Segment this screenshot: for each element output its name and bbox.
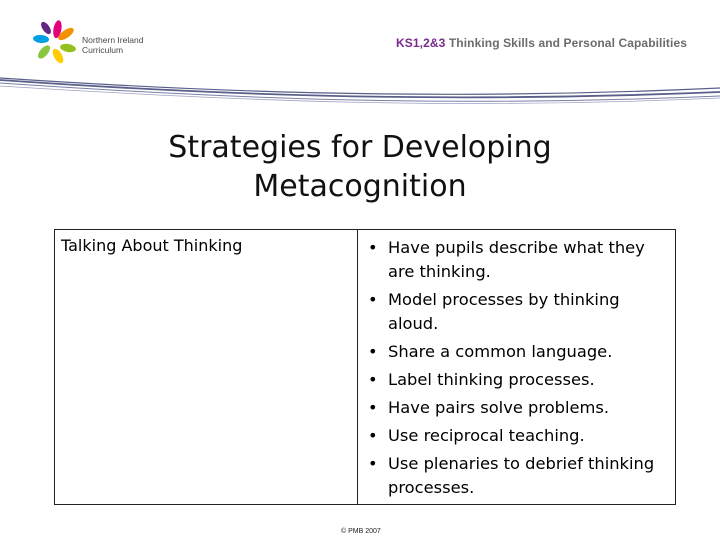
list-item: • Share a common language.	[366, 340, 671, 364]
logo-line-2: Curriculum	[82, 45, 124, 55]
header-title-rest: Thinking Skills and Personal Capabilities	[445, 36, 687, 50]
list-item: • Model processes by thinking aloud.	[366, 288, 671, 336]
slide-title	[0, 128, 720, 206]
decorative-swoosh	[0, 68, 720, 112]
logo-line-1: Northern Ireland	[82, 35, 144, 45]
left-heading: Talking About Thinking	[55, 230, 358, 505]
bullet-cell	[358, 230, 676, 505]
slide-title-line-1: Strategies for Developing	[168, 130, 552, 165]
northern-ireland-curriculum-logo	[30, 18, 150, 68]
logo-wordmark	[82, 35, 143, 55]
list-item: • Have pairs solve problems.	[366, 396, 671, 420]
header-title-accent: KS1,2&3	[396, 36, 446, 50]
list-item: • Label thinking processes.	[366, 368, 671, 392]
table-row	[55, 230, 676, 505]
footer-copyright: © PMB 2007	[341, 528, 381, 535]
list-item: • Use plenaries to debrief thinking processes.	[366, 452, 671, 500]
bullet-list	[366, 236, 671, 500]
header-title	[396, 36, 687, 50]
list-item: • Use reciprocal teaching.	[366, 424, 671, 448]
slide-title-line-2: Metacognition	[253, 169, 467, 204]
flower-logo-icon	[30, 18, 80, 68]
list-item: • Have pupils describe what they are thinking.	[366, 236, 671, 284]
content-table	[54, 229, 676, 505]
